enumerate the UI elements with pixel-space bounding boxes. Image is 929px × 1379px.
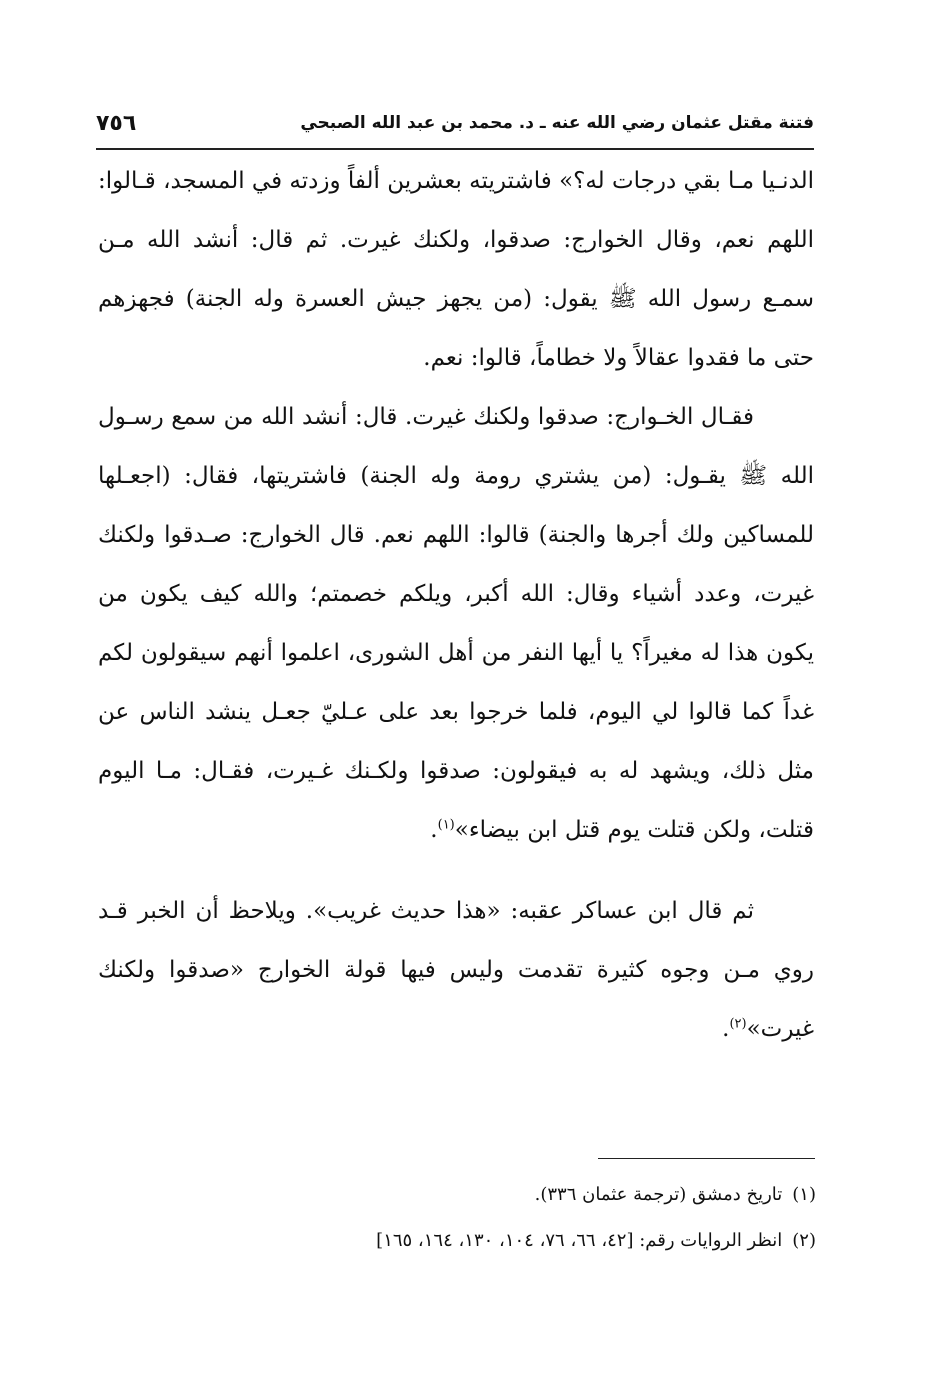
paragraph-text: فقـال الخـوارج: صدقوا ولكنك غيرت. قال: أنشد الله من سمع رسـول الله ﷺ يقـول: (من يشتري رومة وله الجنة) فاشتريتها، فقال: (اجعـلها للمساكين ولك أجرها والجنة) قالوا: اللهم نعم. قال الخوارج: صـدقوا ولكنك غيرت، وعدد أشياء وقال: الله أكبر، ويلكم خصمتم؛ والله كيف يكون من يكون هذا له مغيراً؟ يا أيها النفر من أهل الشورى، اعلموا أنهم سيقولون لكم غداً كما قالوا لي اليوم، فلما خرجوا بعد على عـليّ جعـل ينشد الناس عن مثل ذلك، ويشهد له به فيقولون: صدقوا ولكـنك غـيرت، فقـال: مـا اليوم قتلت، ولكن قتلت يوم قتل ابن بيضاء» — [98, 404, 814, 843]
footnote-number: (١) — [792, 1184, 816, 1205]
footnote-number: (٢) — [792, 1230, 816, 1251]
paragraph-text: الدنـيا مـا بقي درجات له؟» فاشتريته بعشرين ألفاً وزدته في المسجد، قـالوا: اللهم نعم، وقال الخوارج: صدقوا، ولكنك غيرت. ثم قال: أنشد الله مـن سمـع رسول الله ﷺ يقول: (من يجهز جيش العسرة وله الجنة) فجهزهم حتى ما فقدوا عقالاً ولا خطاماً، قالوا: نعم. — [97, 168, 814, 371]
footnote-text: انظر الروايات رقم: [٤٢، ٦٦، ٧٦، ١٠٤، ١٣٠، ١٦٤، ١٦٥] — [376, 1230, 783, 1251]
footnote-text: تاريخ دمشق (ترجمة عثمان ٣٣٦). — [534, 1184, 783, 1205]
paragraph-2: فقـال الخـوارج: صدقوا ولكنك غيرت. قال: أنشد الله من سمع رسـول الله ﷺ يقـول: (من يشتري رومة وله الجنة) فاشتريتها، فقال: (اجعـلها للمساكين ولك أجرها والجنة) قالوا: اللهم نعم. قال الخوارج: صـدقوا ولكنك غيرت، وعدد أشياء وقال: الله أكبر، ويلكم خصمتم؛ والله كيف يكون من يكون هذا له مغيراً؟ يا أيها النفر من أهل الشورى، اعلموا أنهم سيقولون لكم غداً كما قالوا لي اليوم، فلما خرجوا بعد على عـليّ جعـل ينشد الناس عن مثل ذلك، ويشهد له به فيقولون: صدقوا ولكـنك غـيرت، فقـال: مـا اليوم قتلت، ولكن قتلت يوم قتل ابن بيضاء»$^{(١)}$. — [98, 404, 814, 843]
footnote-2 — [150, 1218, 816, 1264]
paragraph-1 — [98, 152, 814, 388]
footnote-separator — [598, 1158, 815, 1159]
paragraph-text: ثم قال ابن عساكر عقبه: «هذا حديث غريب». ويلاحظ أن الخبر قـد روي مـن وجوه كثيرة تقدمت وليس فيها قولة الخوارج «صدقوا ولكنك غيرت» — [98, 898, 814, 1042]
main-text — [98, 152, 814, 1059]
footnote-reference: (١) — [437, 817, 455, 833]
page-header — [96, 106, 814, 150]
running-title: فتنة مقتل عثمان رضي الله عنه ـ د. محمد بن عبد الله الصبحي — [300, 113, 814, 133]
footnote-1 — [150, 1172, 816, 1218]
page-number: ٧٥٦ — [96, 110, 137, 136]
paragraph-3: ثم قال ابن عساكر عقبه: «هذا حديث غريب». ويلاحظ أن الخبر قـد روي مـن وجوه كثيرة تقدمت وليس فيها قولة الخوارج «صدقوا ولكنك غيرت»$^{(٢)}$. — [98, 898, 814, 1042]
footnotes — [150, 1172, 816, 1264]
footnote-reference: (٢) — [729, 1016, 747, 1032]
